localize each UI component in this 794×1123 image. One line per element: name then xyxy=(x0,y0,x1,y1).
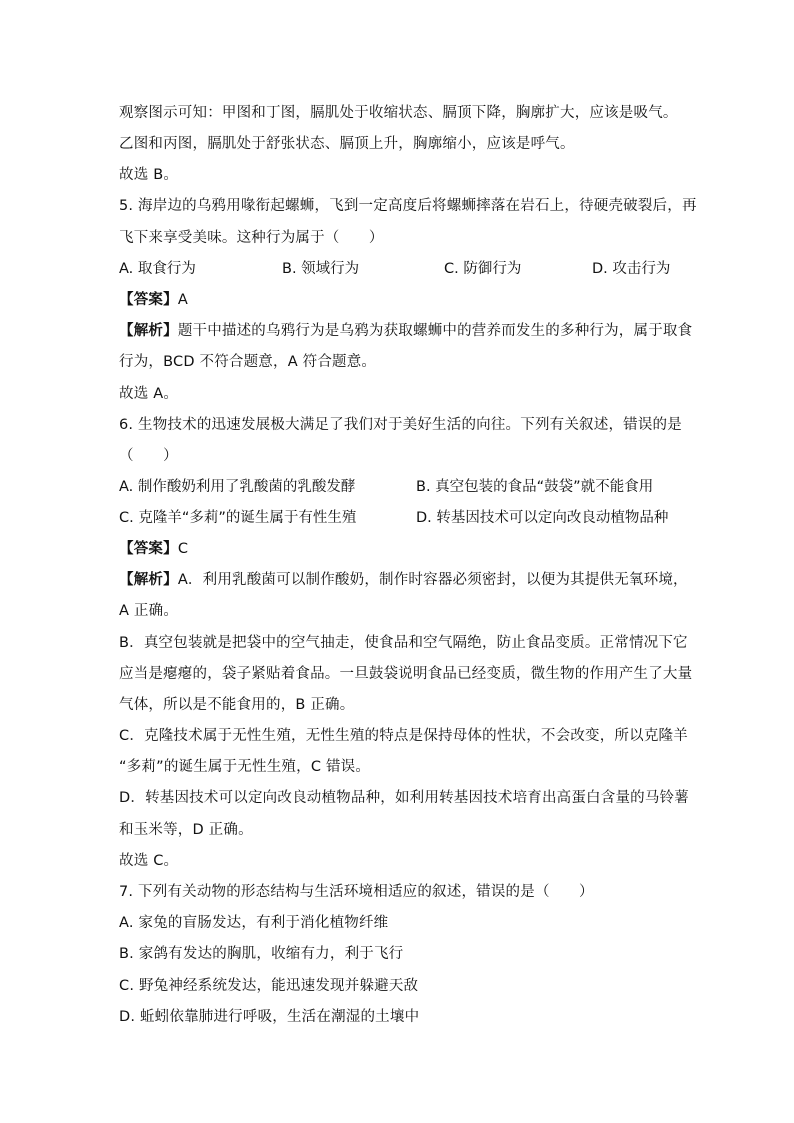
analysis-label: 【解析】 xyxy=(119,572,178,588)
q6-choice: 故选 C。 xyxy=(119,853,179,869)
q6-option-c: C. 克隆羊“多莉”的诞生属于有性生殖 xyxy=(119,510,357,526)
q6-analysis-line-3: B．真空包装就是把袋中的空气抽走，使食品和空气隔绝，防止食品变质。正常情况下它 xyxy=(119,635,688,651)
q6-stem-line-2: （ ） xyxy=(119,448,178,464)
q6-option-d: D. 转基因技术可以定向改良动植物品种 xyxy=(416,510,669,526)
prev-analysis-line-2: 乙图和丙图，膈肌处于舒张状态、膈顶上升，胸廓缩小，应该是呼气。 xyxy=(119,136,575,152)
q6-option-a: A. 制作酸奶利用了乳酸菌的乳酸发酵 xyxy=(119,479,356,495)
q7-stem: 7. 下列有关动物的形态结构与生活环境相适应的叙述，错误的是（ ） xyxy=(119,884,594,900)
analysis-text: A．利用乳酸菌可以制作酸奶，制作时容器必须密封，以便为其提供无氧环境， xyxy=(177,572,688,588)
prev-analysis-line-1: 观察图示可知：甲图和丁图，膈肌处于收缩状态、膈顶下降，胸廓扩大，应该是吸气。 xyxy=(119,105,678,121)
q6-stem-line-1: 6. 生物技术的迅速发展极大满足了我们对于美好生活的向往。下列有关叙述，错误的是 xyxy=(119,417,682,433)
q6-answer xyxy=(119,539,188,559)
q5-option-c: C. 防御行为 xyxy=(444,261,522,277)
q6-analysis-line-6: C．克隆技术属于无性生殖，无性生殖的特点是保持母体的性状，不会改变，所以克隆羊 xyxy=(119,728,688,744)
q5-stem-line-1: 5. 海岸边的乌鸦用喙衔起螺蛳，飞到一定高度后将螺蛳摔落在岩石上，待硬壳破裂后，再 xyxy=(119,198,697,214)
q5-stem-line-2: 飞下来享受美味。这种行为属于（ ） xyxy=(119,230,384,246)
q6-analysis-line-4: 应当是瘪瘪的，袋子紧贴着食品。一旦鼓袋说明食品已经变质，微生物的作用产生了大量 xyxy=(119,666,693,682)
q5-answer xyxy=(119,290,188,310)
q7-option-c: C. 野兔神经系统发达，能迅速发现并躲避天敌 xyxy=(119,978,419,994)
answer-value: A xyxy=(177,292,188,308)
q7-option-a: A. 家兔的盲肠发达，有利于消化植物纤维 xyxy=(119,915,389,931)
q6-option-b: B. 真空包装的食品“鼓袋”就不能食用 xyxy=(416,479,654,495)
analysis-text: 题干中描述的乌鸦行为是乌鸦为获取螺蛳中的营养而发生的多种行为，属于取食 xyxy=(177,323,693,339)
q6-analysis-line-9: 和玉米等，D 正确。 xyxy=(119,822,253,838)
q6-analysis-line-7: “多莉”的诞生属于无性生殖，C 错误。 xyxy=(119,759,371,775)
q6-analysis-line-5: 气体，所以是不能食用的，B 正确。 xyxy=(119,697,355,713)
answer-label: 【答案】 xyxy=(119,541,178,557)
q5-option-b: B. 领域行为 xyxy=(282,261,360,277)
q5-choice: 故选 A。 xyxy=(119,386,179,402)
q6-analysis-line-8: D．转基因技术可以定向改良动植物品种，如利用转基因技术培育出高蛋白含量的马铃薯 xyxy=(119,790,689,806)
q7-option-b: B. 家鸽有发达的胸肌，收缩有力，利于飞行 xyxy=(119,946,404,962)
q5-option-d: D. 攻击行为 xyxy=(592,261,671,277)
analysis-label: 【解析】 xyxy=(119,323,178,339)
q5-analysis-line-1 xyxy=(119,321,692,341)
q5-analysis-line-2: 行为，BCD 不符合题意，A 符合题意。 xyxy=(119,354,377,370)
q5-option-a: A. 取食行为 xyxy=(119,261,196,277)
answer-label: 【答案】 xyxy=(119,292,178,308)
q6-analysis-line-1 xyxy=(119,570,688,590)
q6-analysis-line-2: A 正确。 xyxy=(119,603,179,619)
prev-choice: 故选 B。 xyxy=(119,167,179,183)
q7-option-d: D. 蚯蚓依靠肺进行呼吸，生活在潮湿的土壤中 xyxy=(119,1009,420,1025)
answer-value: C xyxy=(177,541,189,557)
